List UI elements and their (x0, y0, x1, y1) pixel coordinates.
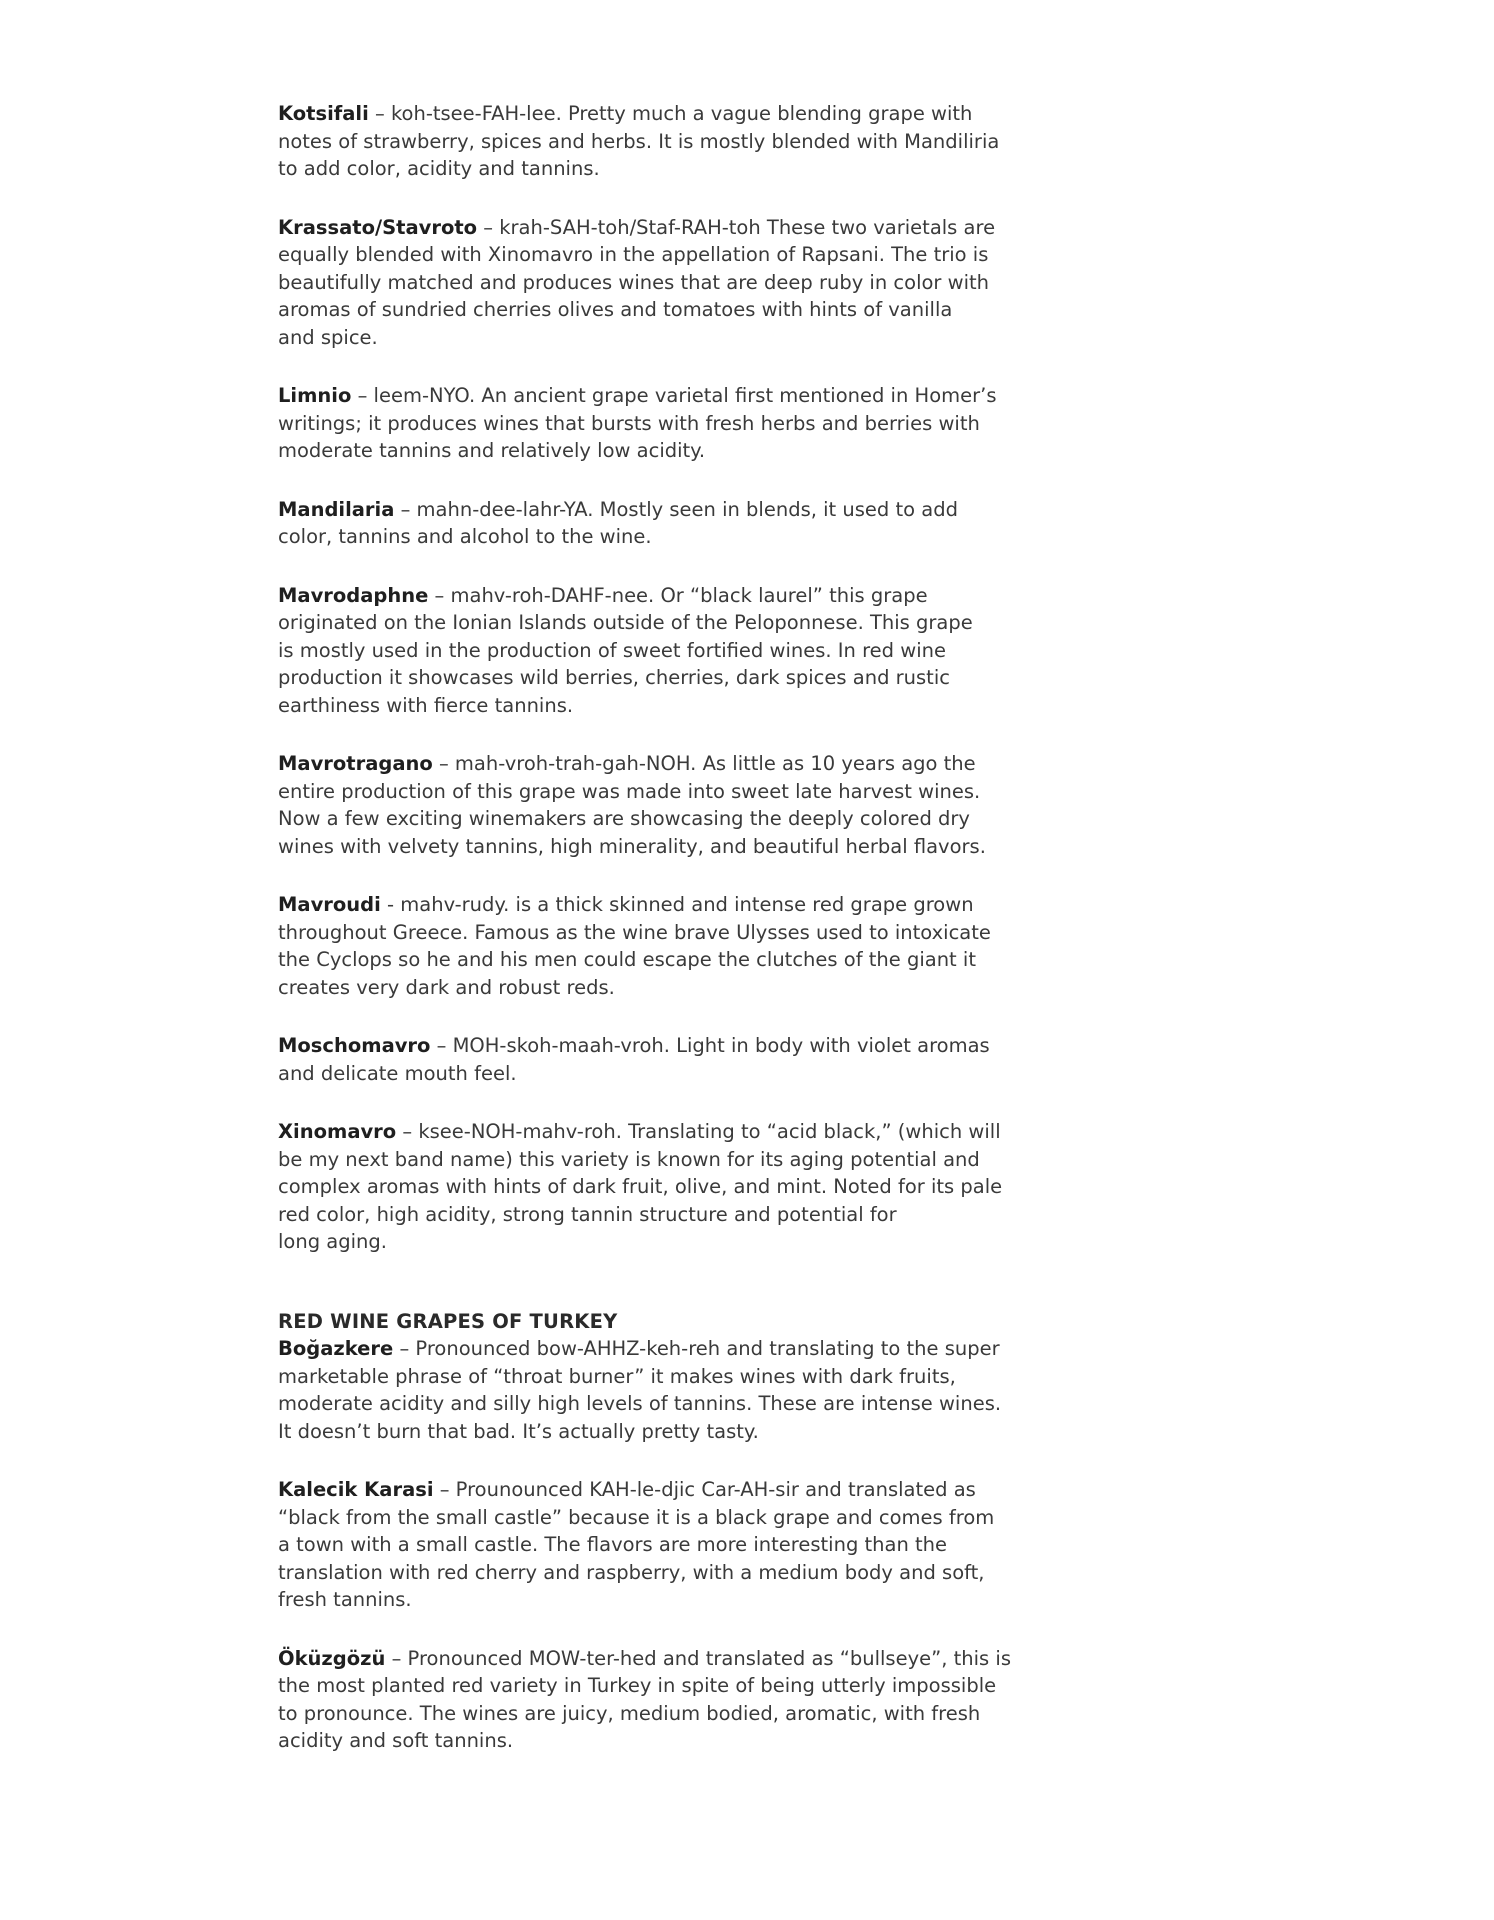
description: – Pronounced bow-AHHZ-keh-reh and translating to the super marketable phrase of “throat burner” it makes wines with dark fruits, moderate acidity and silly high levels of tannins. These are intense wines. It doesn’t burn that bad. It’s actually pretty tasty. (278, 1337, 1002, 1443)
term: Mavrodaphne (278, 583, 429, 607)
entry-kotsifali (278, 100, 1038, 183)
description: – mah-vroh-trah-gah-NOH. As little as 10 years ago the entire production of this grape was made into sweet late harvest wines. Now a few exciting winemakers are showcasing the deeply colored dry wines with velvety tannins, high minerality, and beautiful herbal flavors. (278, 752, 986, 858)
entry-okuzgozu (278, 1645, 1038, 1755)
description: – Prounounced KAH-le-djic Car-AH-sir and translated as “black from the small castle” because it is a black grape and comes from a town with a small castle. The flavors are more interesting than the translation with red cherry and raspberry, with a medium body and soft, fresh tannins. (278, 1478, 995, 1611)
term: Mavroudi (278, 893, 381, 916)
description: – koh-tsee-FAH-lee. Pretty much a vague blending grape with notes of strawberry, spices and herbs. It is mostly blended with Mandiliria to add color, acidity and tannins. (278, 102, 1000, 180)
entry-limnio (278, 382, 1038, 465)
description: – mahn-dee-lahr-YA. Mostly seen in blends, it used to add color, tannins and alcohol to the wine. (278, 497, 958, 548)
term: Boğazkere (278, 1337, 394, 1360)
entry-krassato-stavroto (278, 214, 1038, 352)
description: – leem-NYO. An ancient grape varietal first mentioned in Homer’s writings; it produces wines that bursts with fresh herbs and berries with moderate tannins and relatively low acidity. (278, 384, 997, 462)
term: Kotsifali (278, 102, 369, 125)
description: – Pronounced MOW-ter-hed and translated as “bullseye”, this is the most planted red variety in Turkey in spite of being utterly impossible to pronounce. The wines are juicy, medium bodied, aromatic, with fresh acidity and soft tannins. (278, 1646, 1011, 1752)
entry-mavrotragano (278, 750, 1038, 860)
term: Kalecik Karasi (278, 1478, 434, 1501)
section-turkish-grapes (278, 1308, 1038, 1755)
description: – krah-SAH-toh/Staf-RAH-toh These two varietals are equally blended with Xinomavro in the appellation of Rapsani. The trio is beautifully matched and produces wines that are deep ruby in color with aromas of sundried cherries olives and tomatoes with hints of vanilla and spice. (278, 215, 996, 349)
description: – MOH-skoh-maah-vroh. Light in body with violet aromas and delicate mouth feel. (278, 1034, 990, 1085)
term: Limnio (278, 384, 352, 407)
term: Öküzgözü (278, 1646, 386, 1670)
entry-kalecik-karasi (278, 1476, 1038, 1614)
section-heading: RED WINE GRAPES OF TURKEY (278, 1309, 618, 1333)
term: Moschomavro (278, 1034, 431, 1057)
entry-moschomavro (278, 1032, 1038, 1087)
entry-mandilaria (278, 496, 1038, 551)
entry-bogazkere (278, 1335, 1038, 1445)
entry-mavrodaphne (278, 582, 1038, 720)
term: Xinomavro (278, 1120, 397, 1143)
term: Mandilaria (278, 497, 395, 521)
description: - mahv-rudy. is a thick skinned and intense red grape grown throughout Greece. Famous as the wine brave Ulysses used to intoxicate the Cyclops so he and his men could escape the clutches of the giant it creates very dark and robust reds. (278, 893, 991, 999)
entry-mavroudi (278, 891, 1038, 1001)
description: – mahv-roh-DAHF-nee. Or “black laurel” this grape originated on the Ionian Islands outside of the Peloponnese. This grape is mostly used in the production of sweet fortified wines. In red wine production it showcases wild berries, cherries, dark spices and rustic earthiness with fierce tannins. (278, 583, 973, 717)
term: Mavrotragano (278, 752, 433, 775)
section-greek-grapes (278, 100, 1038, 1256)
term: Krassato/Stavroto (278, 215, 478, 239)
description: – ksee-NOH-mahv-roh. Translating to “acid black,” (which will be my next band name) this variety is known for its aging potential and complex aromas with hints of dark fruit, olive, and mint. Noted for its pale red color, high acidity, strong tannin structure and potential for long aging. (278, 1120, 1003, 1253)
document-body (278, 100, 1038, 1786)
entry-xinomavro (278, 1118, 1038, 1256)
